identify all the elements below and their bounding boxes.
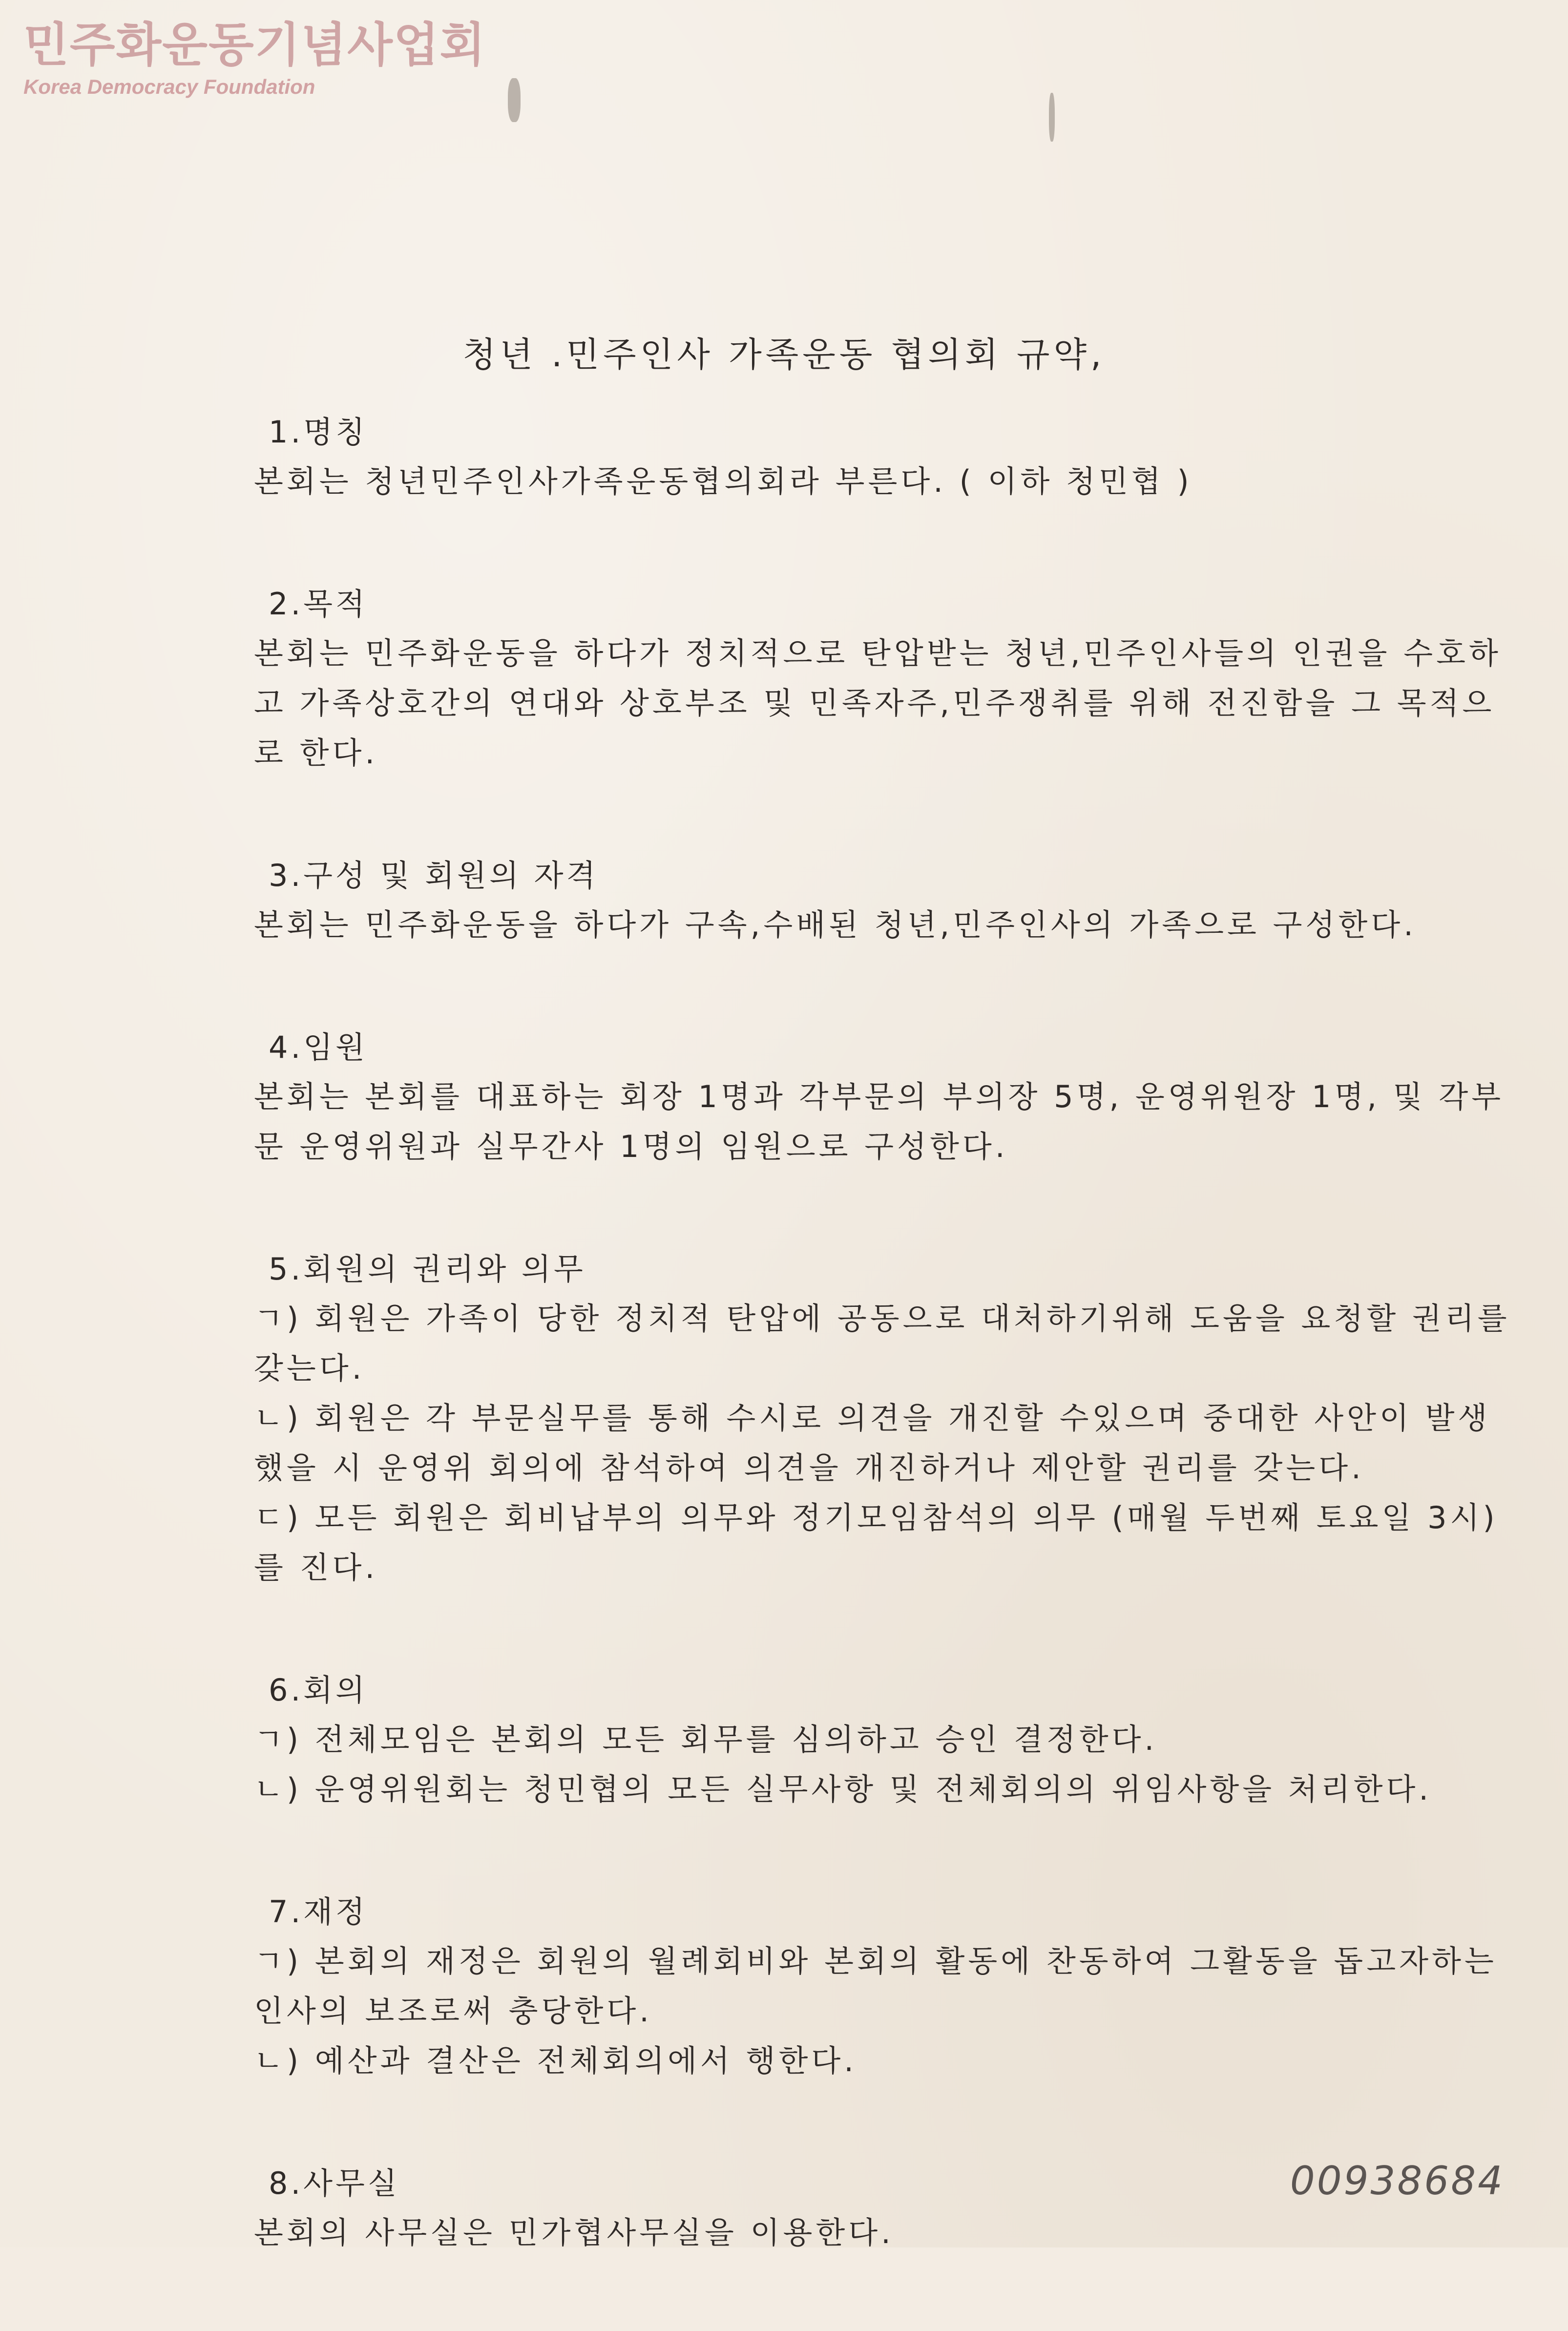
section-heading: 4.임원 [269, 1029, 368, 1065]
document-body [254, 408, 1514, 2331]
watermark-english: Korea Democracy Foundation [23, 75, 315, 98]
punch-mark-left [508, 78, 521, 122]
foundation-watermark [23, 18, 486, 99]
section-membership [254, 851, 1514, 950]
section-name [254, 408, 1514, 506]
section-officers [254, 1023, 1514, 1172]
section-heading: 1.명칭 [269, 414, 368, 450]
section-text: 본회의 사무실은 민가협사무실을 이용한다. [254, 2215, 894, 2250]
list-item: ㄴ) 예산과 결산은 전체회의에서 행한다. [254, 2043, 857, 2079]
section-heading: 8.사무실 [269, 2165, 400, 2201]
section-heading: 6.회의 [269, 1672, 368, 1708]
section-text: 본회는 민주화운동을 하다가 정치적으로 탄압받는 청년,민주인사들의 인권을 수호하고 가족상호간의 연대와 상호부조 및 민족자주,민주쟁취를 위해 전진함을 그 목적으로 한다. [254, 635, 1502, 771]
list-item: ㄱ) 회원은 가족이 당한 정치적 탄압에 공동으로 대처하기위해 도움을 요청할 권리를 갖는다. [254, 1301, 1510, 1386]
section-heading: 7.재정 [269, 1894, 368, 1930]
section-text: 본회는 민주화운동을 하다가 구속,수배된 청년,민주인사의 가족으로 구성한다. [254, 907, 1417, 943]
list-item: ㄴ) 운영위원회는 청민협의 모든 실무사항 및 전체회의의 위임사항을 처리한다. [254, 1771, 1432, 1807]
section-rights-duties [254, 1245, 1514, 1593]
section-heading: 5.회원의 권리와 의무 [269, 1251, 586, 1287]
archive-serial-number: 00938684 [1290, 2158, 1505, 2204]
section-text: 본회는 본회를 대표하는 회장 1명과 각부문의 부의장 5명, 운영위원장 1명, 및 각부문 운영위원과 실무간사 1명의 임원으로 구성한다. [254, 1079, 1505, 1164]
list-item: ㄱ) 전체모임은 본회의 모든 회무를 심의하고 승인 결정한다. [254, 1722, 1158, 1757]
list-item: ㄷ) 모든 회원은 회비납부의 의무와 정기모임참석의 의무 (매월 두번째 토요일 3시)를 진다. [254, 1500, 1498, 1585]
section-meetings [254, 1666, 1514, 1814]
list-item: ㄱ) 본회의 재정은 회원의 월례회비와 본회의 활동에 찬동하여 그활동을 돕고자하는 인사의 보조로써 충당한다. [254, 1943, 1497, 2029]
section-finance [254, 1888, 1514, 2086]
punch-mark-right [1049, 93, 1055, 142]
section-text: 본회는 청년민주인사가족운동협의회라 부른다. ( 이하 청민협 ) [254, 463, 1192, 499]
section-heading: 3.구성 및 회원의 자격 [269, 858, 599, 893]
section-purpose [254, 580, 1514, 778]
list-item: ㄴ) 회원은 각 부문실무를 통해 수시로 의견을 개진할 수있으며 중대한 사안이 발생했을 시 운영위 회의에 참석하여 의견을 개진하거나 제안할 권리를 갖는다. [254, 1400, 1491, 1486]
watermark-korean: 민주화운동기념사업회 [23, 18, 486, 72]
section-heading: 2.목적 [269, 586, 368, 622]
document-title: 청년 .민주인사 가족운동 협의회 규약, [462, 335, 1106, 375]
